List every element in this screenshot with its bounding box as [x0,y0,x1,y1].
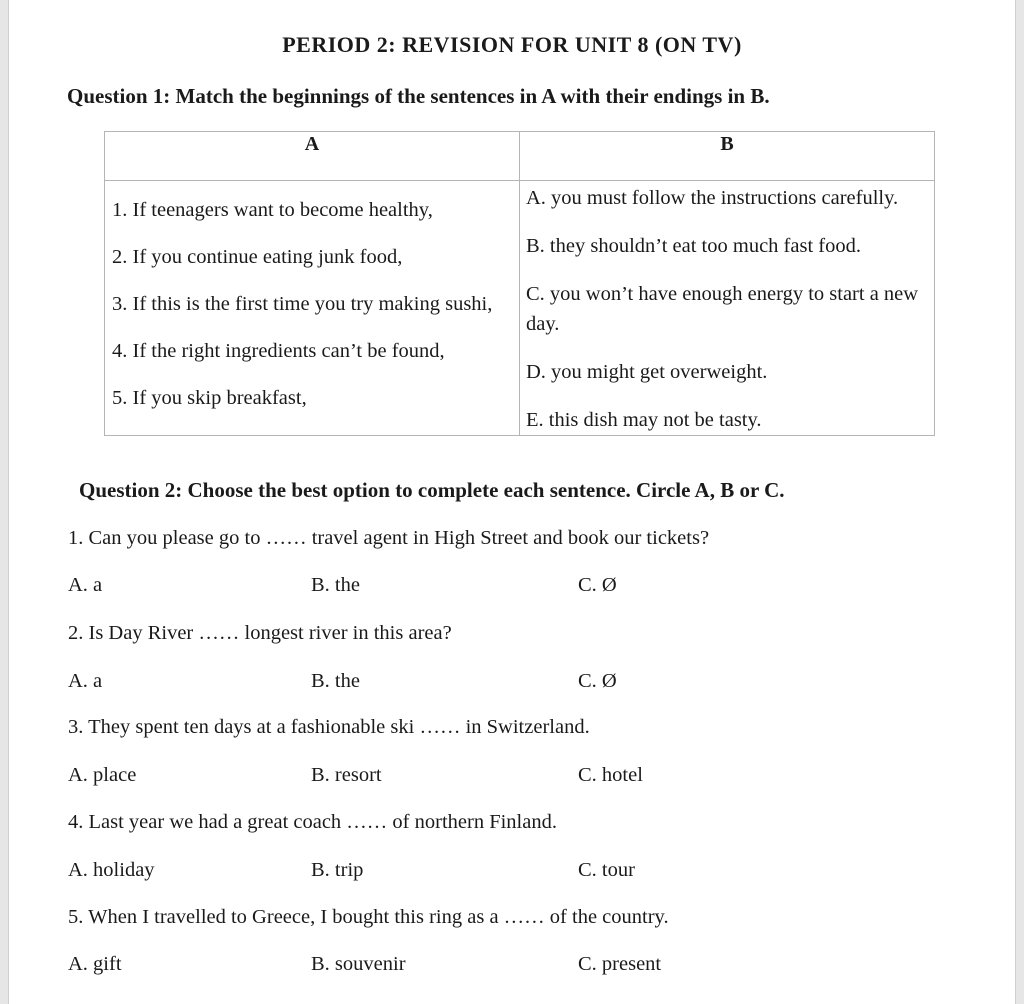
sentence-beginning-2: 2. If you continue eating junk food, [112,246,403,268]
mcq-item-1-option-b: B. the [311,574,360,596]
mcq-item-2-option-a: A. a [68,670,103,692]
mcq-item-5-option-b: B. souvenir [311,953,406,975]
sentence-ending-e: E. this dish may not be tasty. [526,409,762,431]
matching-table [104,131,935,436]
mcq-item-5-option-a: A. gift [68,953,122,975]
sentence-ending-c: C. you won’t have enough energy to start a new day. [526,283,919,335]
sentence-beginning-4: 4. If the right ingredients can’t be found, [112,340,445,362]
mcq-item-3-option-a: A. place [68,764,137,786]
mcq-item-5-text: 5. When I travelled to Greece, I bought this ring as a …… of the country. [68,906,669,928]
column-a-cell [105,181,520,436]
mcq-item-3-option-b: B. resort [311,764,382,786]
mcq-item-3-option-c: C. hotel [578,764,643,786]
mcq-item-4-text: 4. Last year we had a great coach …… of northern Finland. [68,811,557,833]
column-b-cell [520,181,935,436]
question-2-heading: Question 2: Choose the best option to complete each sentence. Circle A, B or C. [79,478,785,502]
column-b-header: B [520,132,935,181]
page-title: PERIOD 2: REVISION FOR UNIT 8 (ON TV) [282,32,742,57]
sentence-beginning-3: 3. If this is the first time you try making sushi, [112,293,493,315]
table-body-row [105,181,935,436]
mcq-item-1-option-a: A. a [68,574,103,596]
mcq-item-1-text: 1. Can you please go to …… travel agent in High Street and book our tickets? [68,527,710,549]
mcq-item-2-option-b: B. the [311,670,360,692]
mcq-item-1-option-c: C. Ø [578,574,617,596]
mcq-item-4-option-b: B. trip [311,859,364,881]
mcq-item-4-option-a: A. holiday [68,859,155,881]
sentence-beginning-1: 1. If teenagers want to become healthy, [112,199,433,221]
mcq-item-2-text: 2. Is Day River …… longest river in this area? [68,622,452,644]
sentence-ending-d: D. you might get overweight. [526,361,768,383]
mcq-item-5-option-c: C. present [578,953,662,975]
sentence-ending-b: B. they shouldn’t eat too much fast food. [526,235,861,257]
mcq-item-3-text: 3. They spent ten days at a fashionable ski …… in Switzerland. [68,716,590,738]
sentence-beginning-5: 5. If you skip breakfast, [112,387,307,409]
mcq-item-2-option-c: C. Ø [578,670,617,692]
sentence-ending-a: A. you must follow the instructions carefully. [526,187,899,209]
question-1-heading: Question 1: Match the beginnings of the sentences in A with their endings in B. [67,84,770,108]
mcq-item-4-option-c: C. tour [578,859,635,881]
table-header-row [105,132,935,181]
column-a-header: A [105,132,520,181]
